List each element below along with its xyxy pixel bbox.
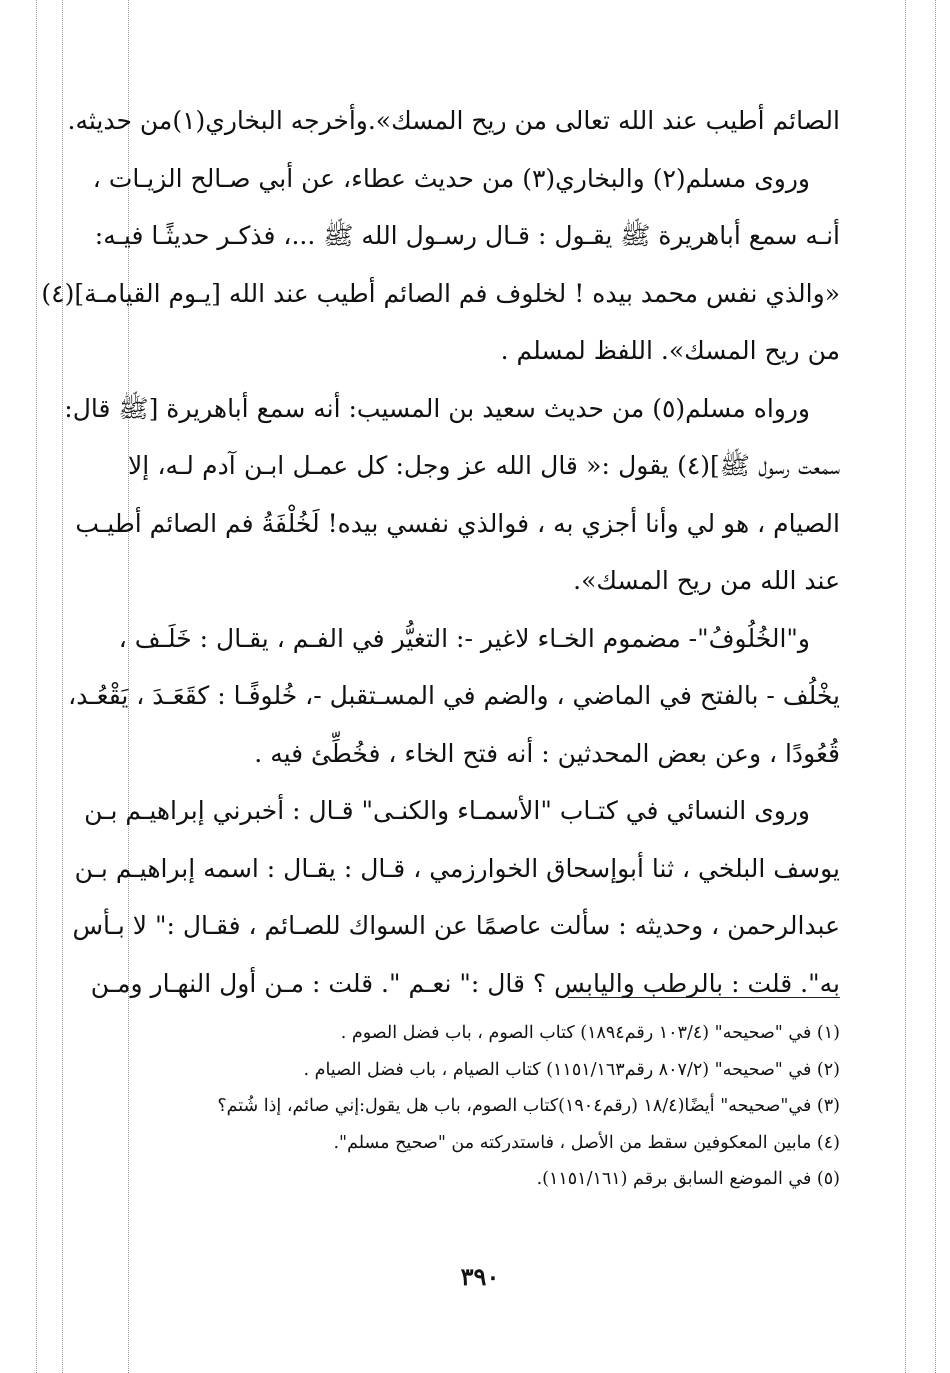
footnote: (٥) في الموضع السابق برقم (١١٥١/١٦١). — [536, 1169, 840, 1189]
text-line: «والذي نفس محمد بيده ! لخلوف فم الصائم أطيب عند الله [يـوم القيامـة](٤) — [41, 278, 840, 308]
text-line: الصائم أطيب عند الله تعالى من ريح المسك».وأخرجه البخاري(١)من حديثه. — [67, 106, 840, 135]
footnotes — [128, 1015, 840, 1198]
text-line: يخْلُف - بالفتح في الماضي ، والضم في المسـتقبل -، خُلوفًـا : كقَعَـدَ ، يَقْعُـد، — [68, 681, 840, 710]
margin-guide — [905, 0, 906, 1373]
text-line: قُعُودًا ، وعن بعض المحدثين : أنه فتح الخاء ، فخُطِّئ فيه . — [254, 738, 840, 768]
footnote: (٣) في"صحيحه" أيضًا(١٨/٤ (رقم١٩٠٤)كتاب الصوم، باب هل يقول:إني صائم، إذا شُتم؟ — [217, 1096, 840, 1116]
page-number: ٣٩٠ — [460, 1262, 500, 1291]
text-line: سمعت رسول ﷺ](٤) يقول :« قال الله عز وجل: كل عمـل ابـن آدم لـه، إلا — [128, 451, 841, 480]
text-line: الصيام ، هو لي وأنا أجزي به ، فوالذي نفسي بيده! لَخُلْفَةُ فم الصائم أطيـب — [75, 508, 840, 538]
margin-guide — [36, 0, 37, 1373]
text-line: يوسف البلخي ، ثنا أبوإسحاق الخوارزمي ، قـال : يقـال : اسمه إبراهيـم بـن — [74, 853, 840, 883]
margin-guide — [62, 0, 63, 1373]
footnote: (٢) في "صحيحه" (٨٠٧/٢ رقم١١٥١/١٦٣) كتاب الصيام ، باب فضل الصيام . — [303, 1059, 840, 1080]
text-line: به". قلت : بالرطب واليابس ؟ قال :" نعـم ". قلت : مـن أول النهـار ومـن — [90, 968, 840, 998]
text-line: وروى النسائي في كتـاب "الأسمـاء والكنـى" قـال : أخبرني إبراهيـم بـن — [84, 796, 810, 825]
main-text — [41, 92, 841, 1012]
text-line: وروى مسلم(٢) والبخاري(٣) من حديث عطاء، عن أبي صـالح الزيـات ، — [92, 163, 810, 193]
text-line: عبدالرحمن ، وحديثه : سألت عاصمًا عن السواك للصـائم ، فقـال :" لا بـأس — [72, 911, 840, 940]
margin-guide — [935, 0, 936, 1373]
footnote: (١) في "صحيحه" (١٠٣/٤ رقم١٨٩٤) كتاب الصوم ، باب فضل الصوم . — [340, 1023, 840, 1043]
footnote-separator — [568, 997, 840, 998]
text-line: عند الله من ريح المسك». — [573, 566, 840, 595]
text-line: ورواه مسلم(٥) من حديث سعيد بن المسيب: أنه سمع أباهريرة [ﷺ قال: — [64, 393, 810, 423]
footnote: (٤) مابين المعكوفين سقط من الأصل ، فاستدركته من "صحيح مسلم". — [333, 1132, 840, 1153]
text-line: من ريح المسك». اللفظ لمسلم . — [500, 336, 840, 365]
text-line: و"الخُلُوفُ"- مضموم الخـاء لاغير -: التغيُّر في الفـم ، يقـال : خَلَـف ، — [118, 623, 810, 653]
text-line: أنـه سمع أباهريرة ﷺ يقـول : قـال رسـول الله ﷺ ...، فذكـر حديثًـا فيـه: — [94, 221, 840, 250]
